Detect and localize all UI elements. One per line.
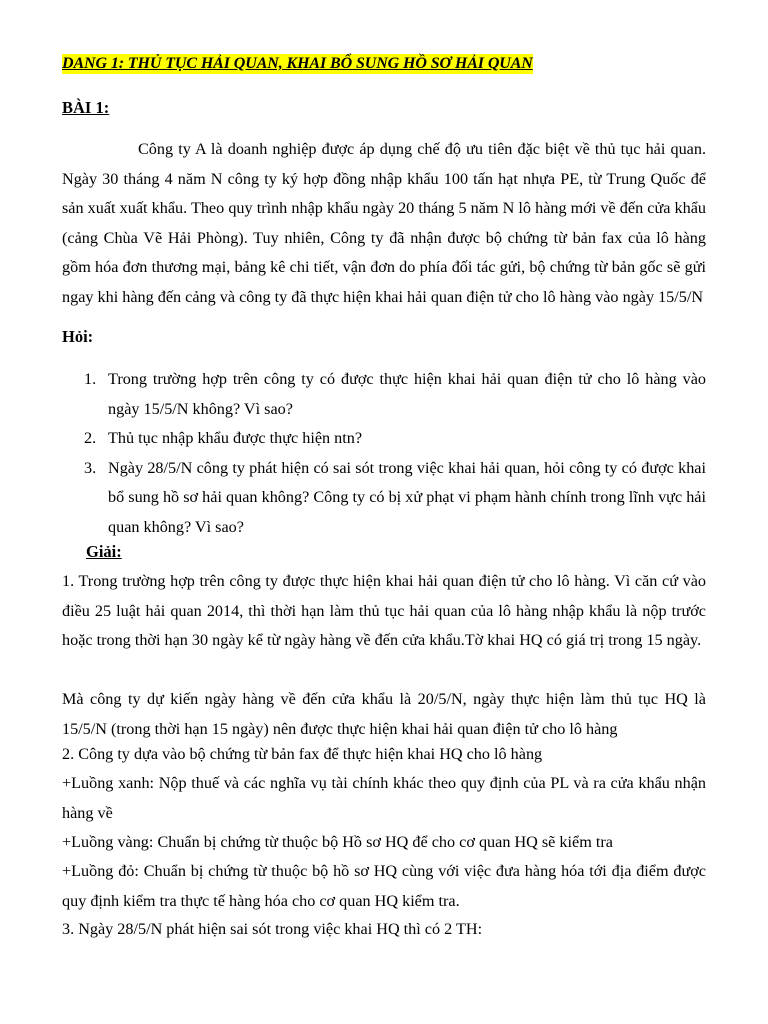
answer-2: 2. Công ty dựa vào bộ chứng từ bản fax để thực hiện khai HQ cho lô hàng bbox=[62, 745, 543, 763]
answer-1: 1. Trong trường hợp trên công ty được thực hiện khai hải quan điện tử cho lô hàng. Vì căn cứ vào điều 25 luật hải quan 2014, thì thời hạn làm thủ tục hải quan của lô hàng nhập khẩu là nộp trước hoặc trong thời hạn 30 ngày kể từ ngày hàng về đến cửa khẩu.Tờ khai HQ có giá trị trong 15 ngày. bbox=[62, 572, 706, 649]
question-number: 1. bbox=[84, 370, 97, 388]
question-list bbox=[62, 365, 706, 542]
question-number: 3. bbox=[84, 458, 97, 477]
question-text: Thủ tục nhập khẩu được thực hiện ntn? bbox=[108, 429, 363, 447]
question-item bbox=[62, 454, 706, 543]
question-number: 2. bbox=[84, 429, 97, 447]
intro-paragraph: Công ty A là doanh nghiệp được áp dụng chế độ ưu tiên đặc biệt về thủ tục hải quan. Ngày 30 tháng 4 năm N công ty ký hợp đồng nhập khẩu 100 tấn hạt nhựa PE, từ Trung Quốc để sản xuất xuất khẩu. Theo quy trình nhập khẩu ngày 20 tháng 5 năm N lô hàng mới về đến cửa khẩu (cảng Chùa Vẽ Hải Phòng). Tuy nhiên, Công ty đã nhận được bộ chứng từ bản fax của lô hàng gồm hóa đơn thương mại, bảng kê chi tiết, vận đơn do phía đối tác gửi, bộ chứng từ bản gốc sẽ gửi ngay khi hàng đến cảng và công ty đã thực hiện khai hải quan điện tử cho lô hàng vào ngày 15/5/N bbox=[62, 140, 706, 306]
yellow-lane-text: +Luồng vàng: Chuẩn bị chứng từ thuộc bộ Hồ sơ HQ để cho cơ quan HQ sẽ kiểm tra bbox=[62, 833, 613, 851]
questions-title: Hỏi: bbox=[62, 327, 94, 346]
answer-3: 3. Ngày 28/5/N phát hiện sai sót trong việc khai HQ thì có 2 TH: bbox=[62, 920, 483, 938]
red-lane-text: +Luồng đỏ: Chuẩn bị chứng từ thuộc bộ hồ sơ HQ cùng với việc đưa hàng hóa tới địa điểm được quy định kiểm tra thực tế hàng hóa cho cơ quan HQ kiểm tra. bbox=[62, 862, 706, 910]
question-item bbox=[62, 424, 706, 454]
question-item bbox=[62, 365, 706, 424]
answer-title: Giải: bbox=[86, 542, 122, 561]
question-text: Trong trường hợp trên công ty có được thực hiện khai hải quan điện tử cho lô hàng vào ngày 15/5/N không? Vì sao? bbox=[108, 370, 706, 418]
answer-1-continued: Mà công ty dự kiến ngày hàng về đến cửa khẩu là 20/5/N, ngày thực hiện làm thủ tục HQ là 15/5/N (trong thời hạn 15 ngày) nên được thực hiện khai hải quan điện tử cho lô hàng bbox=[62, 690, 706, 738]
green-lane-text: +Luồng xanh: Nộp thuế và các nghĩa vụ tài chính khác theo quy định của PL và ra cửa khẩu nhận hàng về bbox=[62, 774, 706, 822]
section-heading: DANG 1: THỦ TỤC HẢI QUAN, KHAI BỔ SUNG HỒ SƠ HẢI QUAN bbox=[62, 55, 533, 72]
exercise-title: BÀI 1: bbox=[62, 98, 110, 117]
question-text: Ngày 28/5/N công ty phát hiện có sai sót trong việc khai hải quan, hỏi công ty có được khai bổ sung hồ sơ hải quan không? Công ty có bị xử phạt vi phạm hành chính trong lĩnh vực hải quan không? Vì sao? bbox=[108, 458, 706, 536]
